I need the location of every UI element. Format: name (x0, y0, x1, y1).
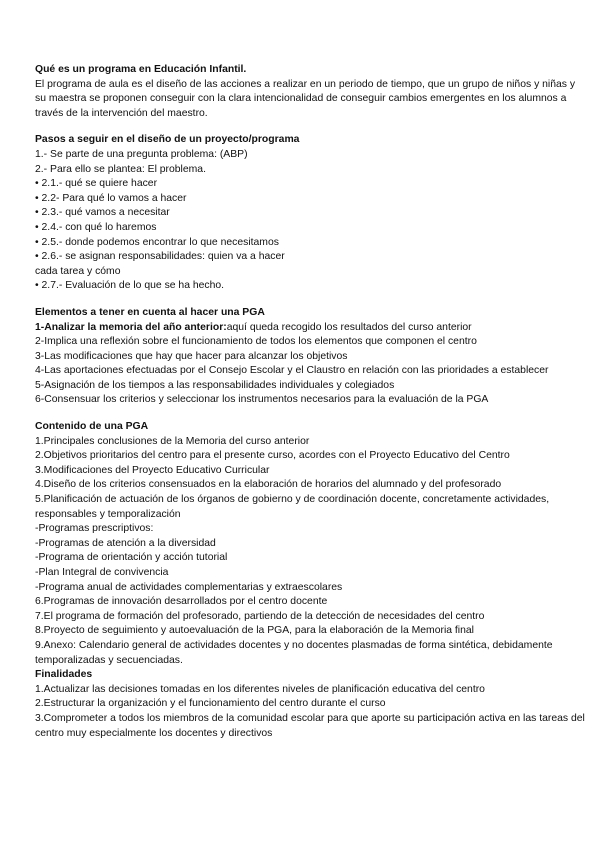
section-title-contenido: Contenido de una PGA (35, 421, 149, 433)
document-content (35, 63, 585, 741)
programa-definition: El programa de aula es el diseño de las acciones a realizar en un periodo de tiempo, que un grupo de niños y niñas y su maestra se proponen conseguir con la clara intencionalidad de conseguir cambios emergentes en los alumnos a través de la intervención del maestro. (35, 78, 576, 119)
program-line: -Programa anual de actividades complementarias y extraescolares (35, 581, 343, 593)
elementos-item: 3-Las modificaciones que hay que hacer para alcanzar los objetivos (35, 350, 348, 362)
elementos-item-bold: 1-Analizar la memoria del año anterior: (35, 321, 227, 333)
contenido-item: 3.Modificaciones del Proyecto Educativo Curricular (35, 464, 270, 476)
program-line: -Programa de orientación y acción tutorial (35, 552, 228, 564)
elementos-item: 4-Las aportaciones efectuadas por el Consejo Escolar y el Claustro en relación con las prioridades a establecer (35, 365, 549, 377)
elementos-item-text: aquí queda recogido los resultados del curso anterior (226, 321, 472, 333)
section-title-finalidades: Finalidades (35, 669, 93, 681)
section-title-elementos: Elementos a tener en cuenta al hacer una PGA (35, 306, 265, 318)
contenido-item: 2.Objetivos prioritarios del centro para el presente curso, acordes con el Proyecto Educativo del Centro (35, 450, 510, 462)
step-line: 2.- Para ello se plantea: El problema. (35, 163, 206, 175)
finalidad-item: 1.Actualizar las decisiones tomadas en los diferentes niveles de planificación educativa del centro (35, 683, 485, 695)
program-line: -Plan Integral de convivencia (35, 567, 169, 578)
program-line: -Programas de atención a la diversidad (35, 537, 216, 549)
step-line: cada tarea y cómo (35, 265, 121, 277)
finalidad-item: 2.Estructurar la organización y el funcionamiento del centro durante el curso (35, 698, 386, 710)
program-line: -Programas prescriptivos: (35, 523, 154, 535)
step-line: • 2.5.- donde podemos encontrar lo que necesitamos (35, 236, 279, 248)
contenido-item: 9.Anexo: Calendario general de actividades docentes y no docentes plasmadas de forma sintética, debidamente temporalizadas y secuenciadas. (35, 639, 553, 666)
step-line: • 2.3.- qué vamos a necesitar (35, 207, 170, 219)
elementos-item (35, 321, 585, 336)
step-line: • 2.6.- se asignan responsabilidades: quien va a hacer (35, 251, 285, 263)
section-title-programa: Qué es un programa en Educación Infantil. (35, 64, 247, 75)
step-line: • 2.4.- con qué lo haremos (35, 221, 157, 233)
step-line: • 2.1.- qué se quiere hacer (35, 178, 158, 190)
contenido-item: 5.Planificación de actuación de los órganos de gobierno y de coordinación docente, concretamente actividades, responsables y temporalización (35, 494, 550, 520)
step-line: • 2.7.- Evaluación de lo que se ha hecho. (35, 280, 225, 292)
contenido-item: 6.Programas de innovación desarrollados por el centro docente (35, 596, 328, 608)
spacer (35, 121, 585, 133)
elementos-item: 6-Consensuar los criterios y seleccionar los instrumentos necesarios para la evaluación de la PGA (35, 394, 489, 406)
step-line: 1.- Se parte de una pregunta problema: (ABP) (35, 148, 248, 160)
finalidad-item: 3.Comprometer a todos los miembros de la comunidad escolar para que aporte su participación activa en las tareas del centro muy especialmente los docentes y directivos (35, 712, 585, 739)
section-title-pasos: Pasos a seguir en el diseño de un proyecto/programa (35, 134, 300, 146)
contenido-item: 4.Diseño de los criterios consensuados en la elaboración de horarios del alumnado y del profesorado (35, 479, 502, 491)
spacer (35, 294, 585, 306)
contenido-item: 8.Proyecto de seguimiento y autoevaluación de la PGA, para la elaboración de la Memoria final (35, 625, 474, 637)
elementos-item: 5-Asignación de los tiempos a las responsabilidades individuales y colegiados (35, 379, 395, 391)
step-line: • 2.2- Para qué lo vamos a hacer (35, 192, 187, 204)
elementos-item: 2-Implica una reflexión sobre el funcionamiento de todos los elementos que componen el centro (35, 336, 477, 348)
spacer (35, 408, 585, 420)
contenido-item: 7.El programa de formación del profesorado, partiendo de la detección de necesidades del centro (35, 610, 485, 622)
contenido-item: 1.Principales conclusiones de la Memoria del curso anterior (35, 435, 310, 447)
